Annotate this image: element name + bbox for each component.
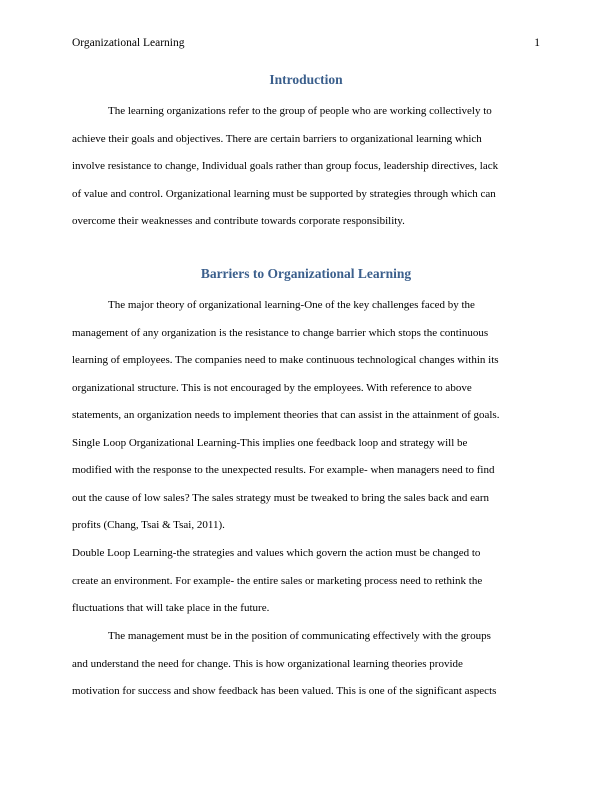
text-line: create an environment. For example- the entire sales or marketing process need to rethink the [72,575,483,587]
text-line: The major theory of organizational learning-One of the key challenges faced by the [108,299,475,311]
text-line: fluctuations that will take place in the future. [72,602,270,614]
text-line: learning of employees. The companies need to make continuous technological changes within its [72,354,499,366]
text-line: profits (Chang, Tsai & Tsai, 2011). [72,519,225,531]
page-number: 1 [534,37,540,49]
running-head: Organizational Learning [72,37,185,49]
text-line: motivation for success and show feedback has been valued. This is one of the significant aspects [72,685,497,697]
page-header [72,37,540,51]
text-line: The management must be in the position of communicating effectively with the groups [108,630,491,642]
text-line: management of any organization is the resistance to change barrier which stops the continuous [72,327,489,339]
text-line: modified with the response to the unexpected results. For example- when managers need to find [72,464,495,476]
text-line: and understand the need for change. This is how organizational learning theories provide [72,658,463,670]
text-line: The learning organizations refer to the group of people who are working collectively to [108,105,492,117]
introduction-heading: Introduction [269,72,343,87]
text-line: overcome their weaknesses and contribute towards corporate responsibility. [72,215,405,227]
text-line: organizational structure. This is not encouraged by the employees. With reference to above [72,382,472,394]
text-line: Single Loop Organizational Learning-This implies one feedback loop and strategy will be [72,437,468,449]
text-line: statements, an organization needs to implement theories that can assist in the attainment of goals. [72,409,500,421]
text-line: out the cause of low sales? The sales strategy must be tweaked to bring the sales back and earn [72,492,490,504]
text-line: Double Loop Learning-the strategies and values which govern the action must be changed to [72,547,481,559]
text-line: involve resistance to change, Individual goals rather than group focus, leadership directives, lack [72,160,499,172]
text-line: achieve their goals and objectives. There are certain barriers to organizational learning which [72,133,482,145]
barriers-heading: Barriers to Organizational Learning [200,266,412,281]
text-line: of value and control. Organizational learning must be supported by strategies through which can [72,188,496,200]
